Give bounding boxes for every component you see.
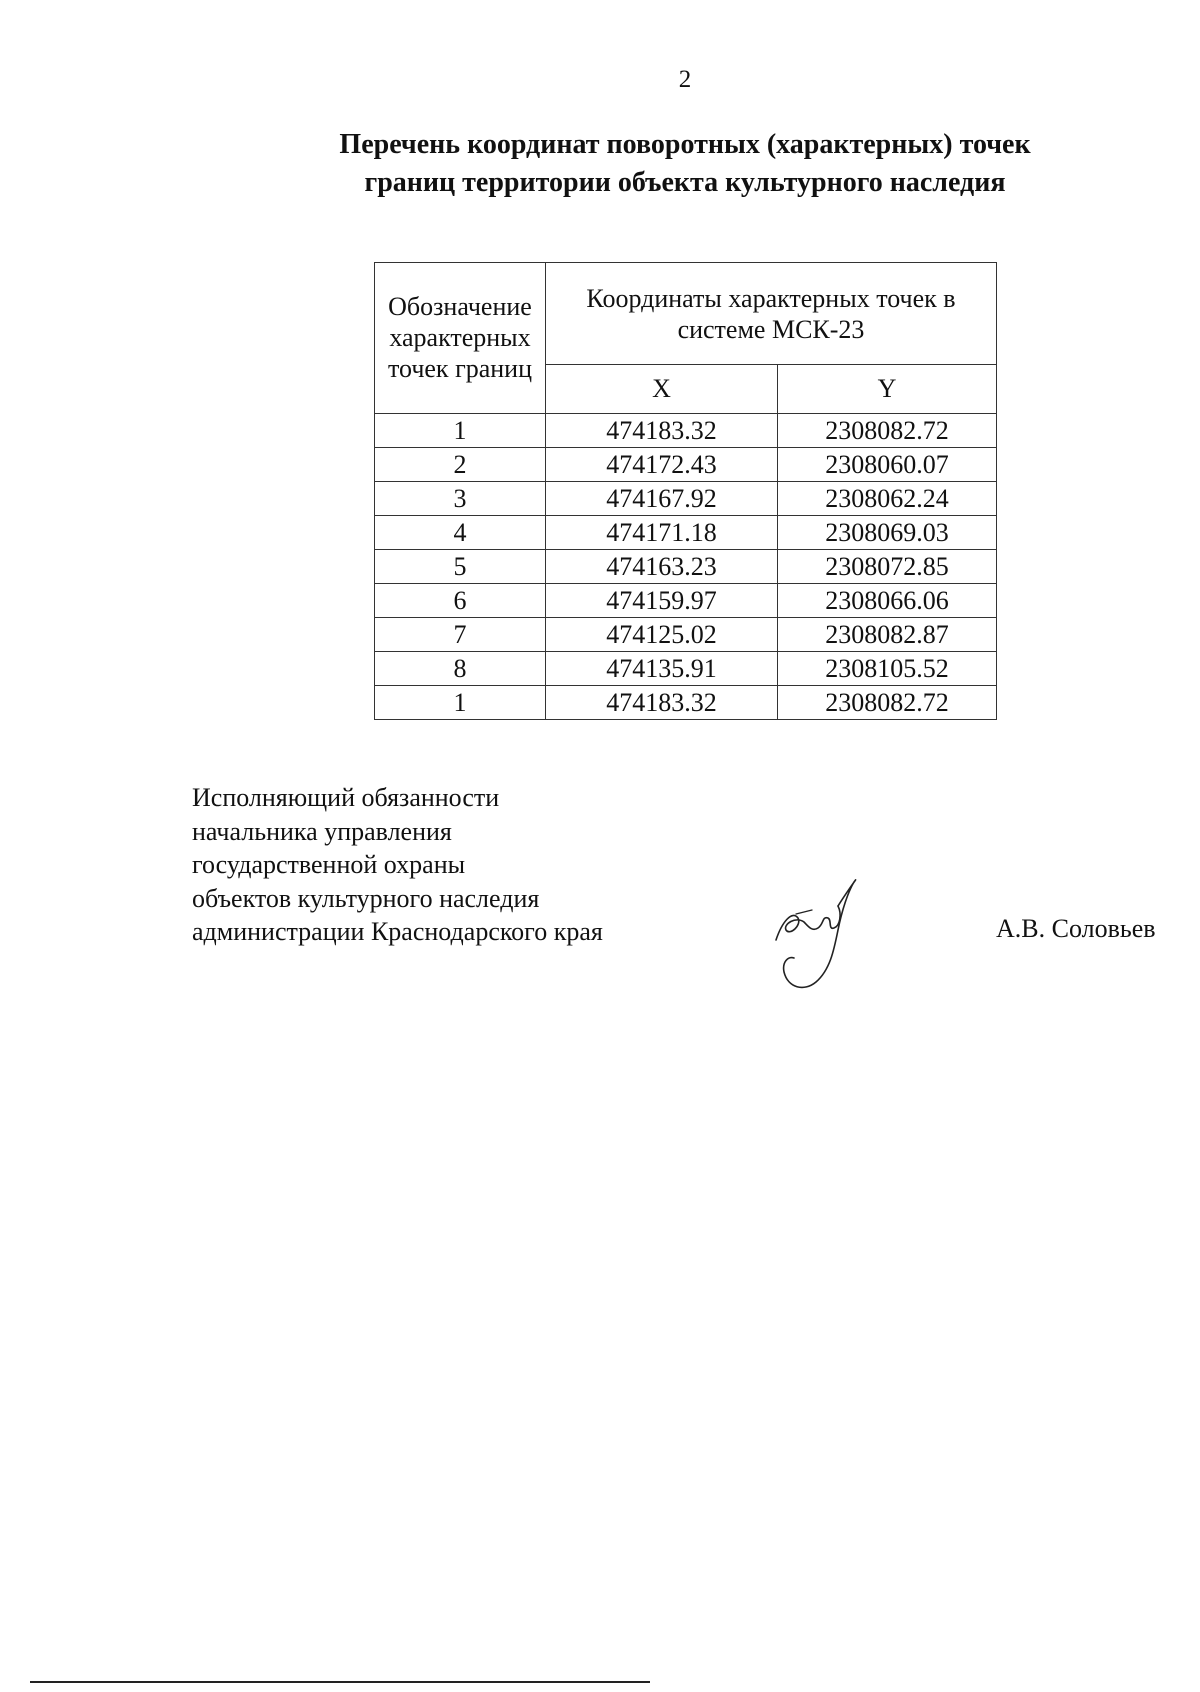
signatory-position-line: государственной охраны (192, 850, 466, 879)
table-row (375, 482, 997, 516)
signatory-position-line: объектов культурного наследия (192, 883, 540, 913)
header-designation-line-1: Обозначение (388, 292, 532, 321)
cell-y: 2308105.52 (778, 652, 997, 686)
table-row (375, 686, 997, 720)
header-designation (375, 263, 546, 414)
signatory-position-line: начальника управления (192, 816, 452, 846)
cell-y: 2308072.85 (778, 550, 997, 584)
cell-x: 474135.91 (546, 652, 778, 686)
signatory-position (192, 781, 603, 949)
document-title-line-1: Перечень координат поворотных (характерных) точек (339, 129, 1031, 160)
signatory-position-line: Исполняющий обязанности (192, 783, 500, 812)
cell-point: 5 (375, 550, 546, 584)
header-x: X (546, 365, 778, 414)
cell-y: 2308062.24 (778, 482, 997, 516)
cell-point: 7 (375, 618, 546, 652)
cell-x: 474125.02 (546, 618, 778, 652)
signatory-position-line: администрации Краснодарского края (192, 917, 603, 946)
header-coordinates-line-1: Координаты характерных точек в (586, 283, 956, 313)
table-row (375, 550, 997, 584)
table-row (375, 516, 997, 550)
header-designation-line-2: характерных (389, 323, 531, 352)
table-row (375, 414, 997, 448)
handwritten-signature (768, 870, 868, 1000)
cell-y: 2308066.06 (778, 584, 997, 618)
cell-x: 474183.32 (546, 414, 778, 448)
cell-point: 2 (375, 448, 546, 482)
cell-point: 8 (375, 652, 546, 686)
cell-point: 3 (375, 482, 546, 516)
cell-point: 1 (375, 414, 546, 448)
table-row (375, 618, 997, 652)
footer-divider (30, 1681, 650, 1683)
table-row (375, 448, 997, 482)
document-title (300, 126, 1070, 202)
cell-point: 4 (375, 516, 546, 550)
cell-x: 474167.92 (546, 482, 778, 516)
coordinates-table (374, 262, 997, 720)
page-number: 2 (678, 66, 692, 93)
cell-point: 1 (375, 686, 546, 720)
cell-y: 2308082.72 (778, 686, 997, 720)
table-row (375, 652, 997, 686)
document-title-line-2: границ территории объекта культурного наследия (364, 167, 1006, 198)
cell-x: 474183.32 (546, 686, 778, 720)
cell-x: 474172.43 (546, 448, 778, 482)
header-coordinates (546, 263, 997, 365)
header-coordinates-line-2: системе МСК-23 (677, 314, 865, 344)
cell-y: 2308082.72 (778, 414, 997, 448)
cell-y: 2308069.03 (778, 516, 997, 550)
header-y: Y (778, 365, 997, 414)
table-row (375, 584, 997, 618)
cell-x: 474159.97 (546, 584, 778, 618)
cell-x: 474163.23 (546, 550, 778, 584)
signatory-name: А.В. Соловьев (996, 914, 1156, 943)
cell-y: 2308060.07 (778, 448, 997, 482)
cell-x: 474171.18 (546, 516, 778, 550)
header-designation-line-3: точек границ (387, 354, 533, 383)
cell-y: 2308082.87 (778, 618, 997, 652)
cell-point: 6 (375, 584, 546, 618)
